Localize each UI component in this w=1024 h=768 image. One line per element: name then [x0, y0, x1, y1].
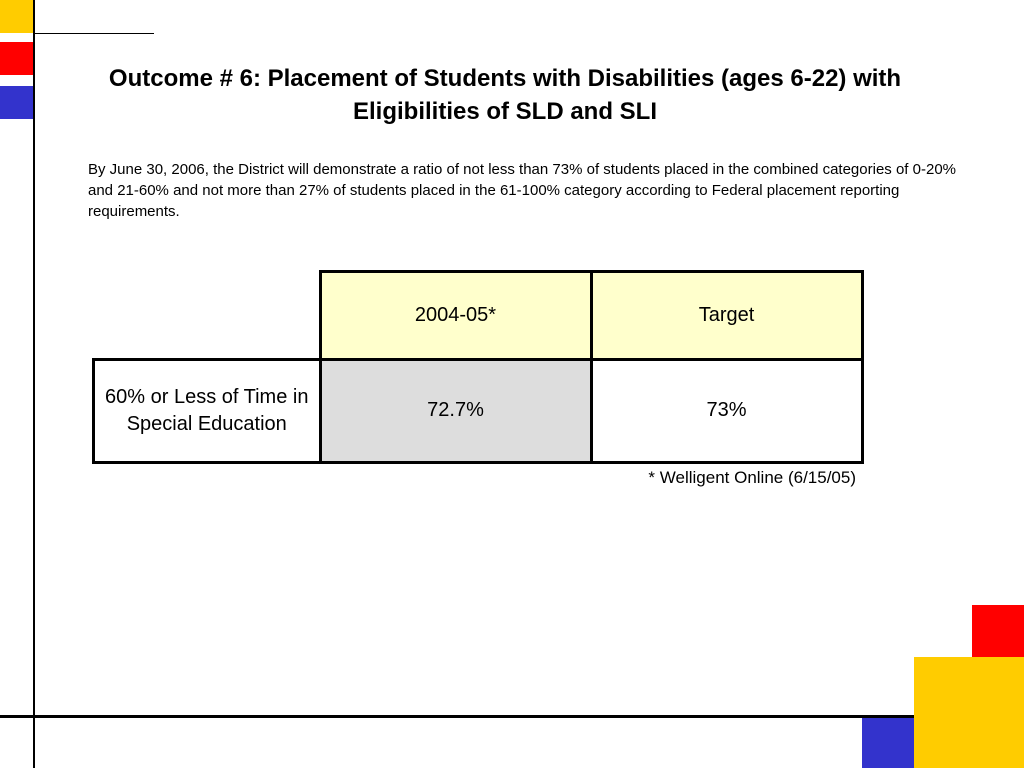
row-label: 60% or Less of Time in Special Education — [94, 359, 321, 462]
value-2004-05: 72.7% — [320, 359, 591, 462]
decor-vertical-line — [33, 0, 35, 768]
value-target: 73% — [591, 359, 862, 462]
slide-title: Outcome # 6: Placement of Students with Disabilities (ages 6-22) with Eligibilities of SLD and SLI — [108, 65, 902, 125]
decor-bottom-rule — [0, 715, 914, 718]
decor-red-square-bottom — [972, 605, 1024, 657]
table-row — [94, 359, 863, 462]
decor-blue-square-top — [0, 86, 33, 119]
table-header-row — [94, 272, 863, 360]
decor-blue-square-bottom — [862, 718, 914, 768]
decor-top-rule — [33, 33, 154, 34]
decor-red-square-top — [0, 42, 33, 75]
decor-yellow-square-bottom — [914, 657, 1024, 768]
column-header-target: Target — [591, 272, 862, 360]
decor-yellow-square-top — [0, 0, 33, 33]
slide-description: By June 30, 2006, the District will demonstrate a ratio of not less than 73% of students placed in the combined categories of 0-20% and 21-60% and not more than 27% of students placed in the 61-100% category according to Federal placement reporting requirements. — [88, 161, 956, 220]
table-corner-cell — [94, 272, 321, 360]
table-footnote: * Welligent Online (6/15/05) — [648, 468, 856, 487]
column-header-2004-05: 2004-05* — [320, 272, 591, 360]
placement-table — [92, 270, 864, 464]
